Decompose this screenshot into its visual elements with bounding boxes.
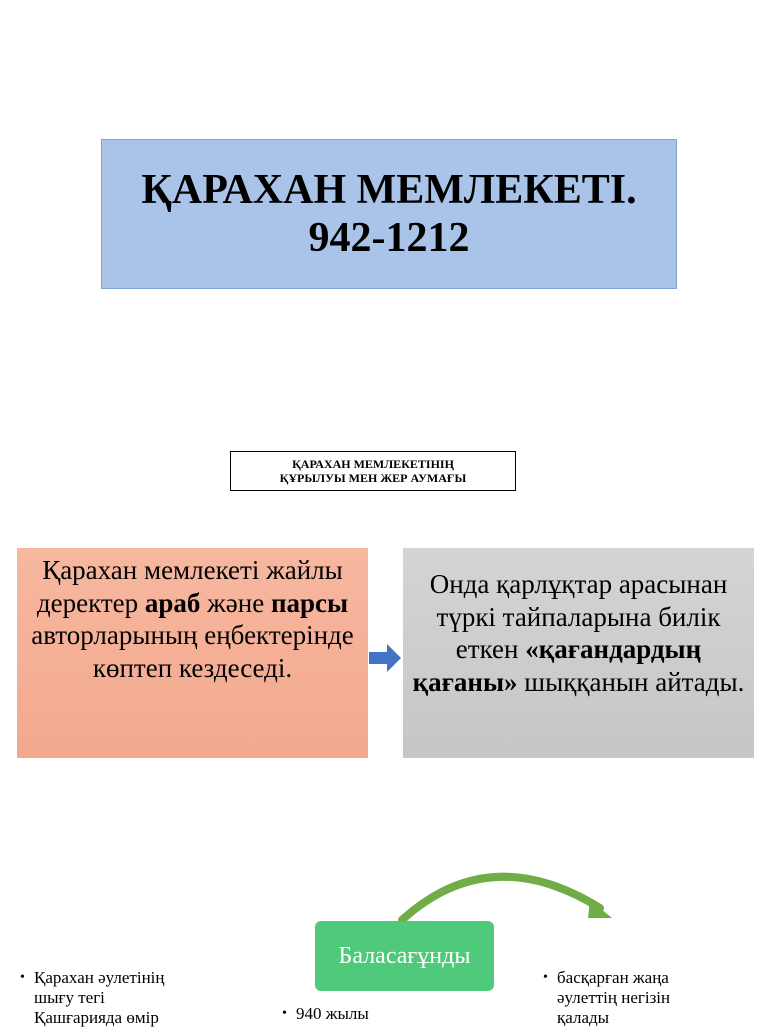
title-line-1: ҚАРАХАН МЕМЛЕКЕТІ.: [141, 167, 637, 213]
info-box-sources: [17, 548, 368, 758]
bullet-dot: •: [282, 1006, 287, 1021]
subtitle-line-1: ҚАРАХАН МЕМЛЕКЕТІНІҢ: [292, 457, 454, 471]
bullet-left-line-1: Қарахан әулетінің: [34, 968, 165, 987]
sources-text-2: және: [200, 587, 271, 618]
balasagun-node: [315, 921, 494, 991]
khagan-bold: «қағандардың қағаны»: [412, 634, 702, 697]
bullet-left-line-3: Қашғарияда өмір: [34, 1008, 159, 1027]
khagan-text-1: Онда қарлұқтар арасынан түркі тайпаларына билік еткен: [429, 569, 728, 664]
bullet-left: [20, 968, 165, 1028]
bullet-right: [543, 968, 671, 1028]
bullet-right-line-3: қалады: [557, 1008, 610, 1027]
title-box: [101, 139, 677, 289]
bullet-left-line-2: шығу тегі: [34, 988, 105, 1007]
bullet-middle-line-1: 940 жылы: [296, 1004, 369, 1023]
sources-text-1: Қарахан мемлекеті жайлы деректер: [36, 555, 343, 618]
bullet-right-line-1: басқарған жаңа: [557, 968, 669, 987]
sources-text-3: авторларының еңбектерінде көптеп кездеседі.: [31, 620, 354, 683]
subtitle-box: [230, 451, 516, 491]
info-box-khagan: [403, 548, 754, 758]
bullet-dot: •: [543, 970, 548, 985]
bullet-middle: [282, 1004, 369, 1024]
bullet-dot: •: [20, 970, 25, 985]
sources-bold-arab: араб: [144, 587, 201, 618]
right-arrow-icon: [369, 644, 401, 672]
subtitle-line-2: ҚҰРЫЛУЫ МЕН ЖЕР АУМАҒЫ: [279, 471, 467, 485]
title-line-2: 942-1212: [308, 215, 470, 261]
bullet-right-line-2: әулеттің негізін: [557, 988, 671, 1007]
curved-arrow-icon: [390, 860, 630, 930]
balasagun-label: Баласағұнды: [338, 942, 471, 969]
khagan-text-2: шыққанын айтады.: [517, 666, 745, 697]
sources-bold-pars: парсы: [270, 587, 349, 618]
